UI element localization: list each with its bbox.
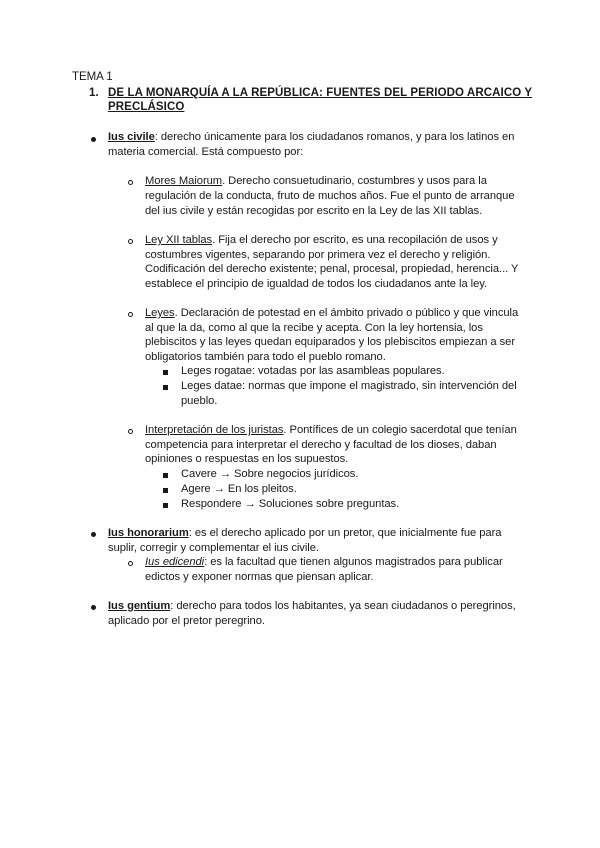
ius-honorarium-line-2: suplir, corregir y complementar el ius civile. (108, 542, 319, 554)
ius-civile-line-1 (108, 130, 514, 145)
ius-edicendi-text: : es la facultad que tienen algunos magistrados para publicar (204, 556, 503, 568)
leges-datae-line-2: pueblo. (181, 395, 218, 407)
ley-xii-line-4: establece el principio de igualdad de todos los ciudadanos ante la ley. (145, 278, 488, 290)
ius-edicendi-line-1 (145, 555, 503, 570)
ley-xii-text: . Fija el derecho por escrito, es una recopilación de usos y (212, 234, 498, 246)
leyes-line-3: plebiscitos y las leyes quedan equiparados y los plebiscitos empiezan a ser (145, 336, 515, 348)
ius-honorarium-text: : es el derecho aplicado por un pretor, que inicialmente fue para (188, 527, 502, 539)
section-label: TEMA 1 (72, 71, 113, 83)
agere-item: Agere → En los pleitos. (181, 483, 297, 495)
juristas-term: Interpretación de los juristas (145, 424, 284, 436)
cavere-item: Cavere → Sobre negocios jurídicos. (181, 468, 359, 480)
bullet-icon (91, 605, 96, 610)
heading-number: 1. (89, 87, 99, 99)
ius-honorarium-line-1 (108, 526, 501, 541)
ius-civile-line-2: materia comercial. Está compuesto por: (108, 146, 304, 158)
leges-rogatae: Leges rogatae: votadas por las asambleas populares. (181, 365, 445, 377)
leyes-line-4: obligatorios también para todo el pueblo romano. (145, 351, 386, 363)
mores-term: Mores Maiorum (145, 175, 223, 187)
ley-xii-line-2: costumbres vigentes, separando por primera vez el derecho y religión. (145, 249, 491, 261)
mores-line-3: del ius civile y están recogidas por escrito en la Ley de las XII tablas. (145, 205, 483, 217)
square-bullet-icon (163, 503, 168, 508)
ius-gentium-line-2: aplicado por el pretor peregrino. (108, 615, 265, 627)
leyes-text: . Declaración de potestad en el ámbito privado o público y que vincula (174, 307, 519, 319)
ius-gentium-term: Ius gentium (108, 600, 171, 612)
respondere-item: Respondere → Soluciones sobre preguntas. (181, 498, 400, 510)
juristas-text: . Pontífices de un colegio sacerdotal que tenían (283, 424, 517, 436)
bullet-icon (91, 532, 96, 537)
leyes-term: Leyes (145, 307, 175, 319)
heading-line-2: PRECLÁSICO (108, 101, 185, 113)
bullet-icon (91, 137, 96, 142)
ley-xii-term: Ley XII tablas (145, 234, 213, 246)
ius-edicendi-term: Ius edicendi (145, 556, 205, 568)
leyes-line-2: al que la da, como al que la recibe y acepta. Con la ley hortensia, los (145, 322, 483, 334)
ius-civile-term: Ius civile (108, 131, 155, 143)
circle-bullet-icon (128, 180, 133, 185)
ius-civile-text: : derecho únicamente para los ciudadanos romanos, y para los latinos en (154, 131, 515, 143)
square-bullet-icon (163, 473, 168, 478)
ius-gentium-text: : derecho para todos los habitantes, ya sean ciudadanos o peregrinos, (170, 600, 516, 612)
ley-xii-line-3: Codificación del derecho existente; penal, procesal, propiedad, herencia... Y (145, 263, 519, 275)
ius-gentium-line-1 (108, 599, 516, 614)
mores-text: . Derecho consuetudinario, costumbres y usos para la (222, 175, 487, 187)
ley-xii-line-1 (145, 233, 498, 248)
circle-bullet-icon (128, 239, 133, 244)
juristas-line-3: opiniones o respuestas en los supuestos. (145, 453, 349, 465)
circle-bullet-icon (128, 561, 133, 566)
ius-edicendi-line-2: edictos y exponer normas que piensan aplicar. (145, 571, 374, 583)
mores-line-1 (145, 174, 487, 189)
leyes-line-1 (145, 306, 518, 321)
ius-honorarium-term: Ius honorarium (108, 527, 189, 539)
square-bullet-icon (163, 385, 168, 390)
circle-bullet-icon (128, 429, 133, 434)
mores-line-2: regulación de la conducta, fruto de muchos años. Fue el punto de arranque (145, 190, 515, 202)
juristas-line-1 (145, 423, 517, 438)
circle-bullet-icon (128, 312, 133, 317)
square-bullet-icon (163, 488, 168, 493)
juristas-line-2: competencia para interpretar el derecho y facultad de los dioses, daban (145, 439, 497, 451)
leges-datae-line-1: Leges datae: normas que impone el magistrado, sin intervención del (181, 380, 517, 392)
heading-line-1: DE LA MONARQUÍA A LA REPÚBLICA: FUENTES DEL PERIODO ARCAICO Y (108, 87, 533, 99)
square-bullet-icon (163, 370, 168, 375)
